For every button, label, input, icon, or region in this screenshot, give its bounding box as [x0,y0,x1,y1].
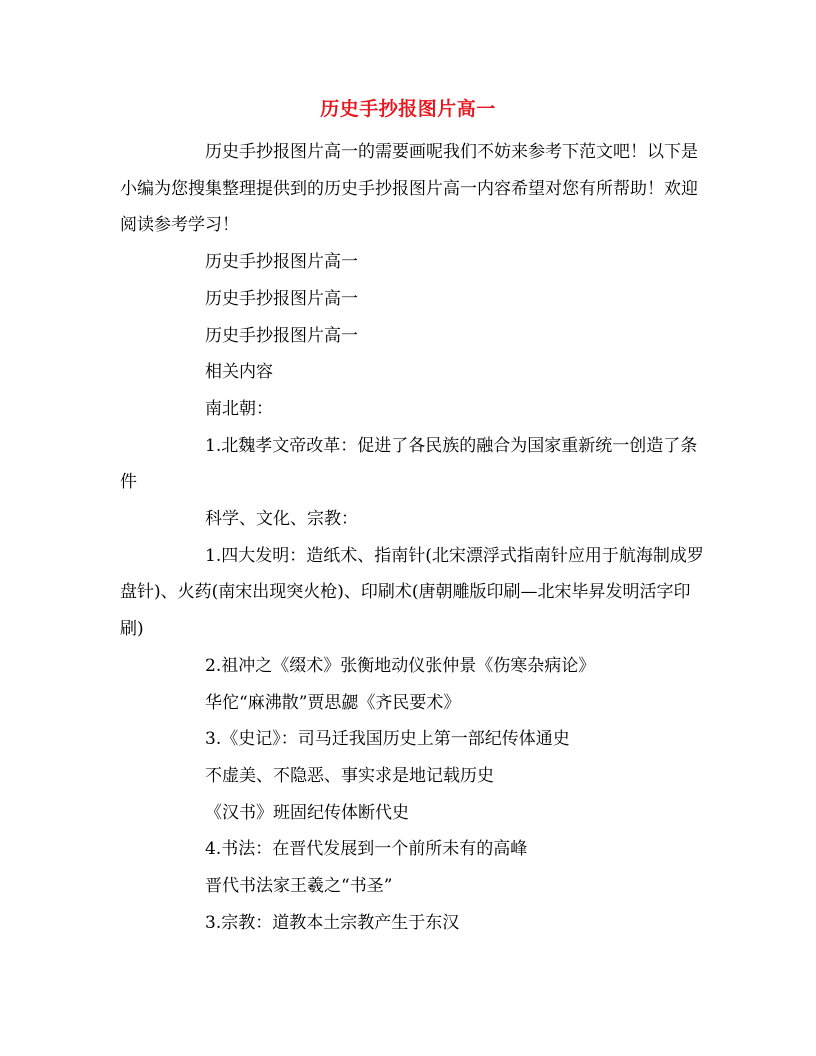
paragraph: 3.《史记》：司马迁我国历史上第一部纪传体通史 [205,729,570,750]
paragraph: 科学、文化、宗教： [205,509,358,530]
paragraph: 南北朝： [205,398,273,419]
paragraph: 2.祖冲之《缀术》张衡地动仪张仲景《伤寒杂病论》 [205,655,596,676]
paragraph: 1.四大发明：造纸术、指南针(北宋漂浮式指南针应用于航海制成罗盘针)、火药(南宋出现突火枪)、印刷术(唐朝雕版印刷—北宋毕昇发明活字印刷) [120,545,704,640]
paragraph: 晋代书法家王羲之“书圣” [205,876,393,897]
paragraph: 4.书法：在晋代发展到一个前所未有的高峰 [205,839,528,860]
paragraph: 华佗“麻沸散”贾思勰《齐民要术》 [205,692,461,713]
paragraph: 《汉书》班固纪传体断代史 [205,802,409,823]
paragraph: 历史手抄报图片高一 [205,288,358,309]
paragraph: 不虚美、不隐恶、事实求是地记载历史 [205,765,494,786]
intro-paragraph: 历史手抄报图片高一的需要画呢我们不妨来参考下范文吧！以下是小编为您搜集整理提供到的历史手抄报图片高一内容希望对您有所帮助！欢迎阅读参考学习！ [120,142,698,236]
paragraph: 历史手抄报图片高一 [205,252,358,273]
document-body [120,134,710,941]
paragraph: 3.宗教：道教本土宗教产生于东汉 [205,912,460,933]
document-title: 历史手抄报图片高一 [320,98,496,120]
paragraph: 1.北魏孝文帝改革：促进了各民族的融合为国家重新统一创造了条件 [120,435,698,493]
paragraph: 历史手抄报图片高一 [205,325,358,346]
paragraph: 相关内容 [205,362,273,383]
